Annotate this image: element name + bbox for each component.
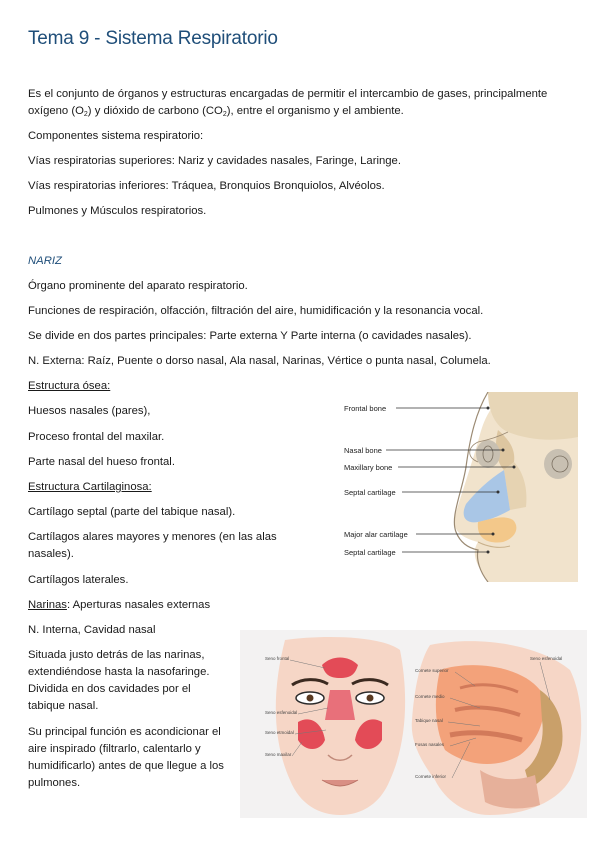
narinas-line: Narinas: Aperturas nasales externas [28, 599, 211, 611]
label-cornete-inferior: Cornete inferior [415, 774, 447, 779]
components-heading: Componentes sistema respiratorio: [28, 130, 204, 142]
label-septal-cartilage-2: Septal cartilage [344, 548, 396, 557]
label-major-alar-cartilage: Major alar cartilage [344, 530, 408, 539]
nose-skeleton-figure [338, 392, 578, 582]
osea-heading: Estructura ósea: [28, 380, 111, 392]
label-seno-esfenoidal-left: Seno esfenoidal [265, 710, 298, 715]
nariz-p1: Órgano prominente del aparato respiratorio. [28, 280, 248, 292]
nariz-p3: Se divide en dos partes principales: Parte externa Y Parte interna (o cavidades nasales). [28, 330, 472, 342]
label-cornete-medio: Cornete medio [415, 694, 445, 699]
cart-item-3: Cartílagos laterales. [28, 574, 129, 586]
label-seno-maxilar: Seno maxilar [265, 752, 292, 757]
intro-line-1: Es el conjunto de órganos y estructuras encargadas de permitir el intercambio de gases, principalmente [28, 88, 548, 100]
label-maxillary-bone: Maxillary bone [344, 463, 393, 472]
components-lungs: Pulmones y Músculos respiratorios. [28, 205, 207, 217]
nasal-cavity-figure [240, 630, 587, 818]
components-inferior: Vías respiratorias inferiores: Tráquea, Bronquios Bronquiolos, Alvéolos. [28, 180, 385, 192]
label-septal-cartilage-1: Septal cartilage [344, 488, 396, 497]
page-title: Tema 9 - Sistema Respiratorio [28, 28, 278, 49]
label-cornete-superior: Cornete superior [415, 668, 449, 673]
eye-socket-left [476, 440, 500, 468]
osea-item-3: Parte nasal del hueso frontal. [28, 456, 175, 468]
label-fosas-nasales: Fosas nasales [415, 742, 445, 747]
label-nasal-bone: Nasal bone [344, 446, 382, 455]
funcion-paragraph: Su principal función es acondicionar el aire inspirado (filtrarlo, calentarlo y humidificarlo) antes de que llegue a los pulmones. [28, 726, 224, 789]
intro-line-2: oxígeno $(O_2)$ y dióxido de carbono $(CO_2)$, entre el organismo y el ambiente. [28, 105, 404, 118]
nariz-p4: N. Externa: Raíz, Puente o dorso nasal, Ala nasal, Narinas, Vértice o punta nasal, Columela. [28, 355, 491, 367]
label-seno-frontal: Seno frontal [265, 656, 290, 661]
interna-line: N. Interna, Cavidad nasal [28, 624, 156, 636]
label-frontal-bone: Frontal bone [344, 404, 387, 413]
label-tabique-nasal: Tabique nasal [415, 718, 443, 723]
cart-heading: Estructura Cartilaginosa: [28, 481, 152, 493]
cart-item-2: Cartílagos alares mayores y menores (en las alas nasales). [28, 531, 277, 560]
label-seno-esfenoidal-right: Seno esfenoidal [530, 656, 563, 661]
osea-item-1: Huesos nasales (pares), [28, 405, 151, 417]
components-superior: Vías respiratorias superiores: Nariz y cavidades nasales, Faringe, Laringe. [28, 155, 401, 167]
label-seno-etmoidal: Seno etmoidal [265, 730, 294, 735]
ethmoid-sinus-shape [325, 690, 355, 720]
situada-paragraph: Situada justo detrás de las narinas, extendiéndose hasta la nasofaringe. Dividida en dos cavidades por el tabique nasal. [28, 649, 210, 712]
section-heading-nariz: NARIZ [28, 255, 62, 267]
cart-item-1: Cartílago septal (parte del tabique nasal). [28, 506, 236, 518]
nariz-p2: Funciones de respiración, olfacción, filtración del aire, humidificación y la resonancia vocal. [28, 305, 484, 317]
osea-item-2: Proceso frontal del maxilar. [28, 431, 165, 443]
